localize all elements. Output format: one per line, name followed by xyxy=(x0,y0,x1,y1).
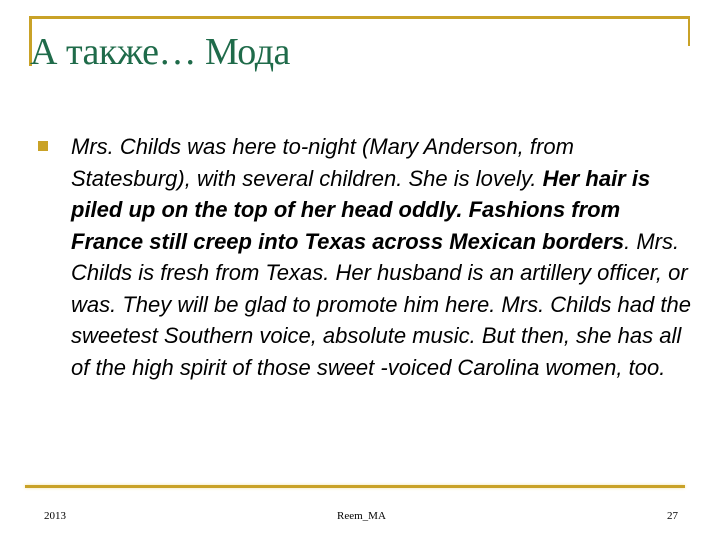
body-text-bold: Her hair is piled up on the top of her head oddly. Fashions from France still creep into Texas across Mexican borders xyxy=(71,165,651,254)
frame-right-line xyxy=(688,16,690,46)
footer-author: Reem_MA xyxy=(337,510,386,522)
footer-date: 2013 xyxy=(44,510,66,522)
footer-page-number: 27 xyxy=(667,510,678,522)
body-text-part1: Mrs. Childs was here to-night (Mary Anderson, from Statesburg), with several children. She is lovely. xyxy=(71,134,574,191)
frame-bottom-line xyxy=(25,485,685,488)
bullet-text xyxy=(71,131,691,383)
frame-top-line xyxy=(30,16,690,19)
slide-title: А также… Мода xyxy=(30,31,290,73)
square-bullet-icon xyxy=(38,141,48,151)
body-text-part2: . Mrs. Childs is fresh from Texas. Her husband is an artillery officer, or was. They will be glad to promote him here. Mrs. Childs had the sweetest Southern voice, absolute music. But then, she has all of the high spirit of those sweet -voiced Carolina women, too. xyxy=(71,228,691,380)
